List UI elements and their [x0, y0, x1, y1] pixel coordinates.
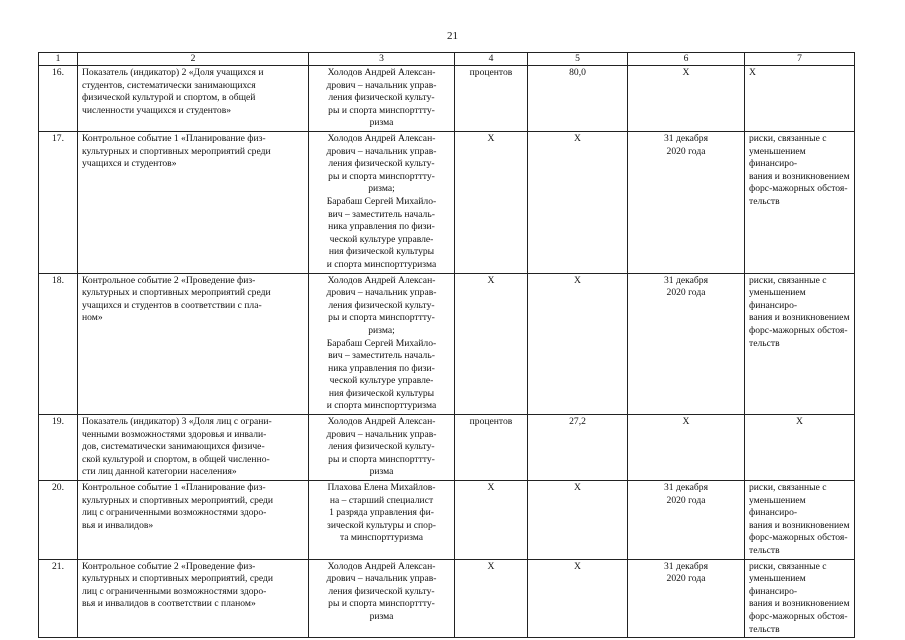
row-number: 19.	[39, 415, 78, 481]
item-name: Контрольное событие 2 «Проведение физ- культурных и спортивных мероприятий, среди лиц с ограниченными возможностями здоро- вья и инвалидов в соответствии с планом»	[78, 559, 309, 638]
item-name: Показатель (индикатор) 2 «Доля учащихся и студентов, систематически занимающихся физической культурой и спортом, в общей численности учащихся и студентов»	[78, 66, 309, 132]
page-number: 21	[447, 30, 458, 42]
risk-description: риски, связанные с уменьшением финансиро- вания и возникновением форс-мажорных обстоя- тельств	[745, 481, 855, 560]
column-header: 6	[628, 53, 745, 66]
item-name: Контрольное событие 1 «Планирование физ- культурных и спортивных мероприятий среди учащихся и студентов»	[78, 132, 309, 274]
completion-date: Х	[628, 66, 745, 132]
table-row	[39, 559, 855, 638]
column-header: 3	[309, 53, 455, 66]
table-row	[39, 415, 855, 481]
risk-description: Х	[745, 66, 855, 132]
item-name: Контрольное событие 1 «Планирование физ- культурных и спортивных мероприятий, среди лиц с ограниченными возможностями здоро- вья и инвалидов»	[78, 481, 309, 560]
item-name: Контрольное событие 2 «Проведение физ- культурных и спортивных мероприятий среди учащихся и студентов в соответствии с пла- ном»	[78, 273, 309, 415]
column-header: 2	[78, 53, 309, 66]
unit-of-measure: Х	[455, 559, 528, 638]
completion-date: 31 декабря 2020 года	[628, 481, 745, 560]
unit-of-measure: Х	[455, 132, 528, 274]
responsible-person: Холодов Андрей Алексан- дрович – начальник управ- ления физической культу- ры и спорта минспорттту- ризма	[309, 415, 455, 481]
unit-of-measure: процентов	[455, 66, 528, 132]
completion-date: Х	[628, 415, 745, 481]
row-number: 20.	[39, 481, 78, 560]
target-value: Х	[528, 132, 628, 274]
responsible-person: Холодов Андрей Алексан- дрович – начальник управ- ления физической культу- ры и спорта минспорттту- ризма	[309, 66, 455, 132]
column-number-row	[39, 53, 855, 66]
target-value: Х	[528, 481, 628, 560]
table-row	[39, 481, 855, 560]
target-value: Х	[528, 273, 628, 415]
row-number: 21.	[39, 559, 78, 638]
unit-of-measure: Х	[455, 481, 528, 560]
column-header: 4	[455, 53, 528, 66]
table-row	[39, 273, 855, 415]
completion-date: 31 декабря 2020 года	[628, 273, 745, 415]
table-row	[39, 66, 855, 132]
responsible-person: Холодов Андрей Алексан- дрович – начальник управ- ления физической культу- ры и спорта минспорттту- ризма; Барабаш Сергей Михайло- вич – заместитель началь- ника управления по физи- ческой культуре управле- ния физической культуры и спорта минспорттуризма	[309, 132, 455, 274]
target-value: 80,0	[528, 66, 628, 132]
risk-description: риски, связанные с уменьшением финансиро- вания и возникновением форс-мажорных обстоя- тельств	[745, 559, 855, 638]
item-name: Показатель (индикатор) 3 «Доля лиц с ограни- ченными возможностями здоровья и инвали- дов, систематически занимающихся физиче- ской культурой и спортом, в общей численно- сти лиц данной категории населения»	[78, 415, 309, 481]
responsible-person: Холодов Андрей Алексан- дрович – начальник управ- ления физической культу- ры и спорта минспорттту- ризма	[309, 559, 455, 638]
risk-description: риски, связанные с уменьшением финансиро- вания и возникновением форс-мажорных обстоя- тельств	[745, 273, 855, 415]
column-header: 7	[745, 53, 855, 66]
target-value: 27,2	[528, 415, 628, 481]
column-header: 5	[528, 53, 628, 66]
risk-description: риски, связанные с уменьшением финансиро- вания и возникновением форс-мажорных обстоя- тельств	[745, 132, 855, 274]
responsible-person: Холодов Андрей Алексан- дрович – начальник управ- ления физической культу- ры и спорта минспорттту- ризма; Барабаш Сергей Михайло- вич – заместитель началь- ника управления по физи- ческой культуре управле- ния физической культуры и спорта минспорттуризма	[309, 273, 455, 415]
plan-table	[38, 52, 855, 638]
target-value: Х	[528, 559, 628, 638]
completion-date: 31 декабря 2020 года	[628, 559, 745, 638]
unit-of-measure: процентов	[455, 415, 528, 481]
row-number: 18.	[39, 273, 78, 415]
completion-date: 31 декабря 2020 года	[628, 132, 745, 274]
row-number: 17.	[39, 132, 78, 274]
row-number: 16.	[39, 66, 78, 132]
column-header: 1	[39, 53, 78, 66]
unit-of-measure: Х	[455, 273, 528, 415]
table-row	[39, 132, 855, 274]
risk-description: Х	[745, 415, 855, 481]
responsible-person: Плахова Елена Михайлов- на – старший специалист 1 разряда управления фи- зической культуры и спор- та минспорттуризма	[309, 481, 455, 560]
